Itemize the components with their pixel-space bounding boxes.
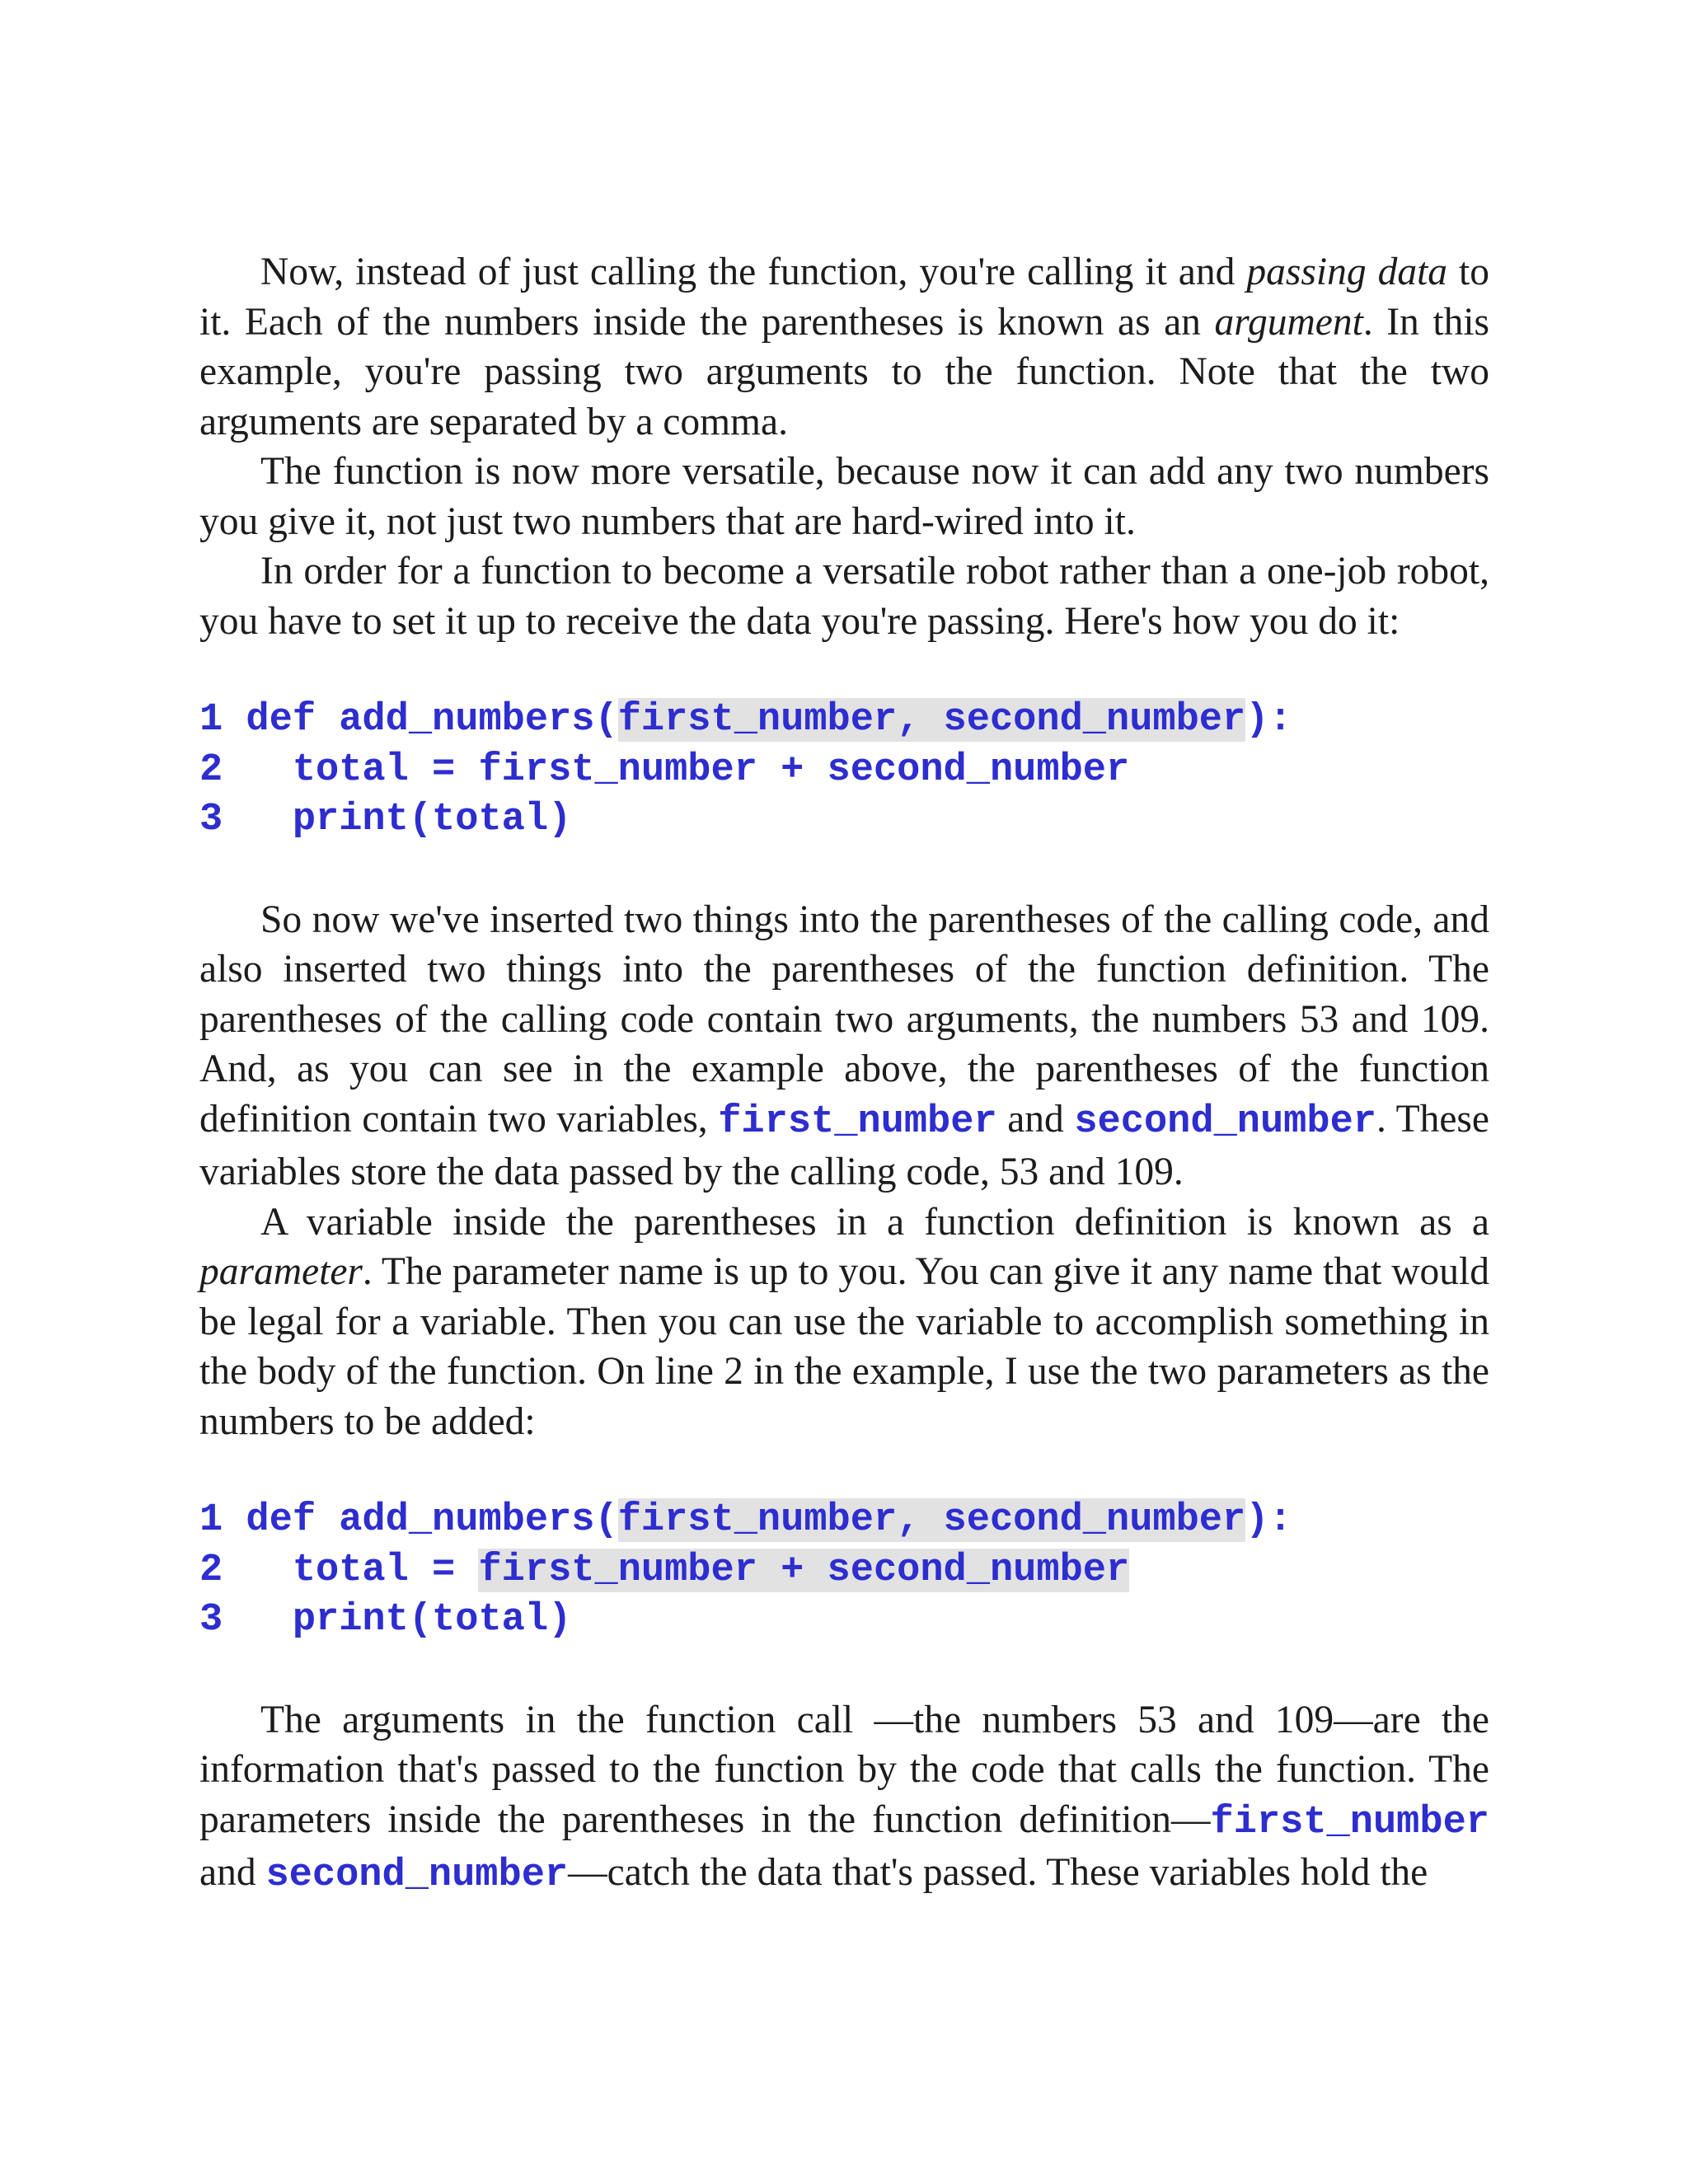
text: A variable inside the parentheses in a function definition is known as a <box>260 1200 1489 1244</box>
code-line-2: 2 total = first_number + second_number <box>199 748 1130 792</box>
code-block-1 <box>199 696 1489 846</box>
code-line-3: 3 print(total) <box>199 798 572 841</box>
paragraph <box>199 1695 1489 1901</box>
inline-code-first-number: first_number <box>1210 1800 1489 1844</box>
text: Now, instead of just calling the function, you're calling it and <box>260 251 1247 293</box>
code-text: ): <box>1245 698 1292 742</box>
emphasis-passing-data: passing data <box>1246 251 1448 293</box>
text: . These variables store the data passed by the calling code, 53 and 109. <box>199 1097 1489 1193</box>
text: —catch the data that's passed. These variables hold the <box>568 1851 1428 1894</box>
paragraph <box>199 895 1489 1197</box>
code-highlight: first_number, second_number <box>617 1498 1246 1542</box>
code-highlight: first_number, second_number <box>617 698 1246 742</box>
code-highlight: first_number + second_number <box>478 1548 1130 1592</box>
code-line-1 <box>199 1496 1489 1546</box>
emphasis-argument: argument <box>1214 300 1363 344</box>
paragraph <box>199 247 1489 447</box>
code-text: 2 total = <box>199 1548 479 1592</box>
text: to it. Each of the numbers inside the parentheses is known as an <box>199 251 1489 344</box>
code-line-3: 3 print(total) <box>199 1598 572 1642</box>
paragraph <box>199 1197 1489 1447</box>
text: . The parameter name is up to you. You can give it any name that would be legal for a variable. Then you can use the variable to accomplish something in the body of the function. On line 2 in the example, I use the two parameters as the numbers to be added: <box>199 1250 1489 1443</box>
text: . In this example, you're passing two arguments to the function. Note that the two arguments are separated by a comma. <box>199 300 1489 443</box>
inline-code-second-number: second_number <box>265 1854 569 1897</box>
text: and <box>199 1851 266 1894</box>
code-line-1 <box>199 696 1489 746</box>
code-line-2 <box>199 1546 1489 1596</box>
paragraph: In order for a function to become a versatile robot rather than a one-job robot, you have to set it up to receive the data you're passing. Here's how you do it: <box>199 550 1489 643</box>
code-text: 1 def add_numbers( <box>199 1498 618 1542</box>
paragraph: The function is now more versatile, because now it can add any two numbers you give it, not just two numbers that are hard-wired into it. <box>199 450 1489 543</box>
text: The arguments in the function call —the numbers 53 and 109—are the information that's passed to the function by the code that calls the function. The parameters inside the parentheses in the function definition— <box>199 1698 1489 1841</box>
code-text: ): <box>1245 1498 1292 1542</box>
inline-code-first-number: first_number <box>718 1099 997 1144</box>
text: and <box>996 1097 1075 1141</box>
emphasis-parameter: parameter <box>199 1250 363 1293</box>
document-page <box>199 247 1489 1901</box>
inline-code-second-number: second_number <box>1074 1099 1377 1144</box>
code-text: 1 def add_numbers( <box>199 698 618 742</box>
text: So now we've inserted two things into the parentheses of the calling code, and also inserted two things into the parentheses of the function definition. The parentheses of the calling code contain two arguments, the numbers 53 and 109. And, as you can see in the example above, the parentheses of the function definition contain two variables, <box>199 898 1489 1141</box>
code-block-2 <box>199 1496 1489 1646</box>
